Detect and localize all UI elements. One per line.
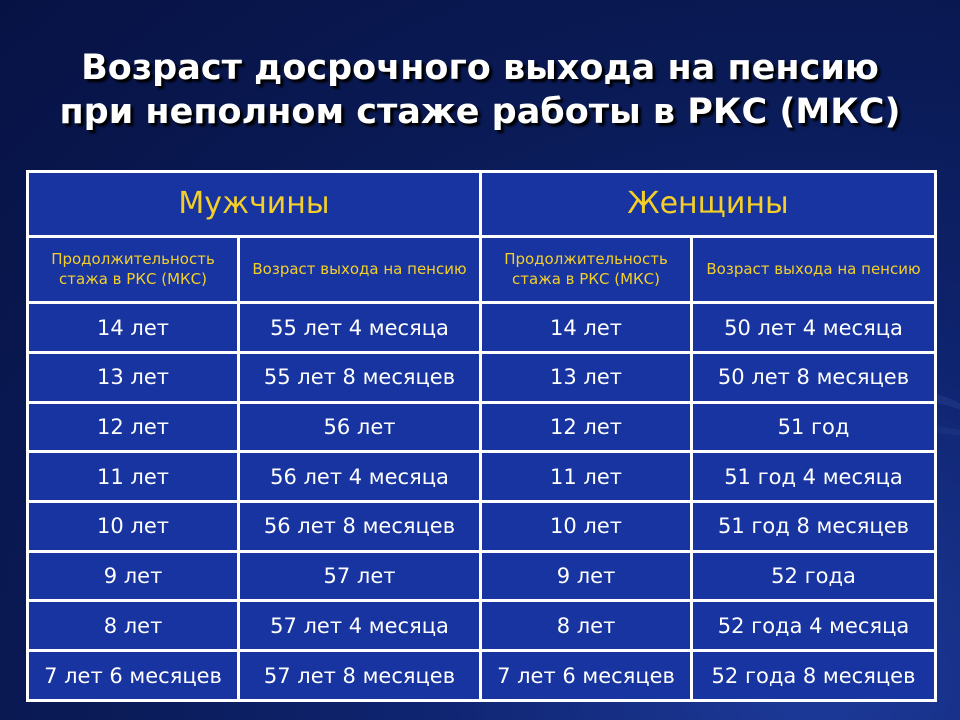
- table-cell: 10 лет: [481, 502, 692, 552]
- table-cell: 10 лет: [28, 502, 239, 552]
- table-row: [28, 452, 936, 502]
- group-header-men: Мужчины: [28, 172, 481, 237]
- table-cell: 12 лет: [481, 402, 692, 452]
- table-cell: 56 лет 8 месяцев: [239, 502, 481, 552]
- table-cell: 12 лет: [28, 402, 239, 452]
- table-row: [28, 303, 936, 353]
- table-row: [28, 601, 936, 651]
- table-row: [28, 402, 936, 452]
- table-cell: 52 года 8 месяцев: [692, 651, 936, 701]
- column-header-men-age: Возраст выхода на пенсию: [239, 236, 481, 303]
- table-cell: 9 лет: [28, 551, 239, 601]
- table-cell: 57 лет: [239, 551, 481, 601]
- table-cell: 8 лет: [481, 601, 692, 651]
- table-row: [28, 551, 936, 601]
- table-cell: 50 лет 8 месяцев: [692, 352, 936, 402]
- table-cell: 57 лет 4 месяца: [239, 601, 481, 651]
- table-cell: 14 лет: [481, 303, 692, 353]
- table-cell: 13 лет: [28, 352, 239, 402]
- table-cell: 52 года 4 месяца: [692, 601, 936, 651]
- table-cell: 7 лет 6 месяцев: [481, 651, 692, 701]
- table-cell: 52 года: [692, 551, 936, 601]
- table-cell: 8 лет: [28, 601, 239, 651]
- table-row: [28, 502, 936, 552]
- table-cell: 55 лет 8 месяцев: [239, 352, 481, 402]
- table-cell: 13 лет: [481, 352, 692, 402]
- slide-title-line-2: при неполном стаже работы в РКС (МКС): [59, 92, 901, 132]
- table-cell: 11 лет: [28, 452, 239, 502]
- table-row: [28, 651, 936, 701]
- table-cell: 50 лет 4 месяца: [692, 303, 936, 353]
- table-cell: 55 лет 4 месяца: [239, 303, 481, 353]
- table-cell: 57 лет 8 месяцев: [239, 651, 481, 701]
- column-header-women-tenure: Продолжительность стажа в РКС (МКС): [481, 236, 692, 303]
- table-cell: 56 лет: [239, 402, 481, 452]
- table-cell: 14 лет: [28, 303, 239, 353]
- group-header-women: Женщины: [481, 172, 936, 237]
- table-cell: 51 год 8 месяцев: [692, 502, 936, 552]
- table-cell: 7 лет 6 месяцев: [28, 651, 239, 701]
- table-cell: 51 год 4 месяца: [692, 452, 936, 502]
- group-header-row: [28, 172, 936, 237]
- slide-title: [0, 46, 960, 134]
- table-cell: 9 лет: [481, 551, 692, 601]
- column-header-men-tenure: Продолжительность стажа в РКС (МКС): [28, 236, 239, 303]
- table-row: [28, 352, 936, 402]
- table-cell: 51 год: [692, 402, 936, 452]
- table-cell: 11 лет: [481, 452, 692, 502]
- slide-title-line-1: Возраст досрочного выхода на пенсию: [81, 48, 879, 88]
- table-cell: 56 лет 4 месяца: [239, 452, 481, 502]
- retirement-age-table: [26, 170, 937, 702]
- column-header-row: [28, 236, 936, 303]
- column-header-women-age: Возраст выхода на пенсию: [692, 236, 936, 303]
